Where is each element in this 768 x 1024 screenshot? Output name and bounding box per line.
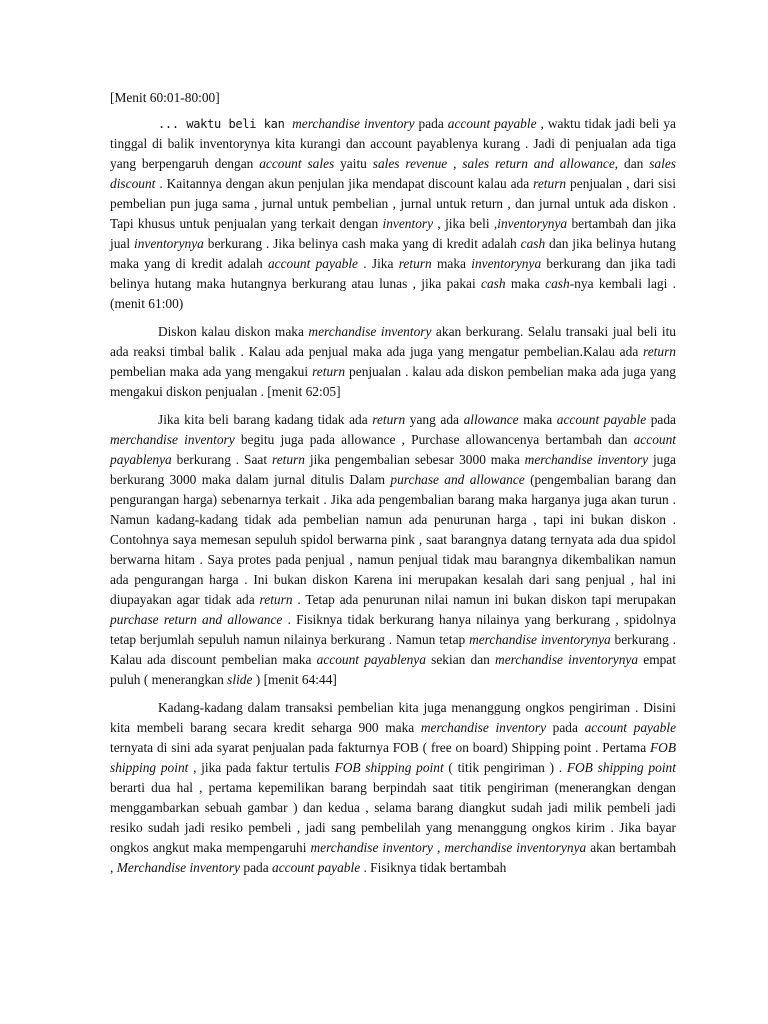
text-run: dan jika belinya hutang maka yang di kredit adalah: [110, 236, 676, 271]
text-run: . Jika: [358, 256, 399, 271]
text-run: akan berkurang. Selalu transaki jual beli itu ada reaksi timbal balik . Kalau ada penjual maka ada juga yang mengatur pembelian.Kalau ada: [110, 324, 677, 359]
text-run: juga berkurang 3000 maka dalam jurnal ditulis Dalam: [110, 452, 677, 487]
italic-term: FOB shipping point: [334, 760, 444, 775]
text-run: Diskon kalau diskon maka: [158, 324, 309, 339]
italic-term: account payable: [584, 720, 677, 735]
text-run: ... waktu beli kan: [158, 117, 293, 131]
italic-term: inventorynya: [471, 256, 542, 271]
italic-term: merchandise inventory: [310, 840, 433, 855]
text-run: , dan: [614, 156, 650, 171]
italic-term: account payable: [272, 860, 361, 875]
italic-term: account payablenya: [110, 432, 676, 467]
text-run: penjualan . kalau ada diskon pembelian maka ada juga yang mengakui diskon penjualan . [menit 62:05]: [110, 364, 676, 399]
text-run: yang ada: [405, 412, 464, 427]
text-run: . Fisiknya tidak berkurang hanya nilainya yang berkurang , spidolnya tetap berjumlah sepuluh namun nilainya berkurang . Namun tetap: [110, 612, 676, 647]
text-run: berarti dua hal , pertama kepemilikan barang berpindah saat titik pengiriman (menerangkan dengan menggambarkan sebuah gambar ) dan kedua , selama barang diangkut sudah jadi milik pembeli jadi resiko sudah jadi resiko pembeli , jadi sang pembelilah yang menanggung ongkos kirim . Jika bayar ongkos angkut maka mempengaruhi: [110, 780, 676, 855]
text-run: (pengembalian barang dan pengurangan harga) sebenarnya terkait . Jika ada pengembalian barang maka harganya juga akan turun . Namun kadang-kadang tidak ada pembelian namun ada penurunan harga , tapi ini bukan diskon . Contohnya saya memesan sepuluh spidol berwarna pink , saat barangnya datang ternyata ada dua spidol berwarna hitam . Saya protes pada penjual , namun penjual tidak mau barangnya dikembalikan namun ada pengurangan harga . Ini bukan diskon Karena ini merupakan kesalah dari sang penjual , hal ini diupayakan agar tidak ada: [110, 472, 677, 607]
italic-term: allowance: [463, 412, 519, 427]
text-run: pada: [646, 412, 676, 427]
text-run: berkurang . Saat: [171, 452, 272, 467]
italic-term: Merchandise inventory: [116, 860, 241, 875]
text-run: begitu juga pada allowance , Purchase allowancenya bertambah dan: [234, 432, 634, 447]
italic-term: return: [533, 176, 567, 191]
text-run: penjualan , dari sisi pembelian pun juga sama , jurnal untuk pembelian , jurnal untuk return , dan jurnal untuk ada diskon . Tapi khusus untuk penjualan yang terkait dengan: [110, 176, 676, 231]
text-run: Jika kita beli barang kadang tidak ada: [158, 412, 373, 427]
text-run: pada: [240, 860, 273, 875]
italic-term: cash: [545, 276, 570, 291]
italic-term: return: [271, 452, 305, 467]
italic-term: purchase and allowance: [390, 472, 525, 487]
paragraph: [110, 698, 676, 878]
italic-term: account payable: [267, 256, 358, 271]
italic-term: return: [372, 412, 406, 427]
italic-term: account payable: [556, 412, 647, 427]
italic-term: merchandise inventorynya: [495, 652, 639, 667]
italic-term: account payablenya: [316, 652, 426, 667]
italic-term: slide: [227, 672, 253, 687]
text-run: ) [menit 64:44]: [252, 672, 337, 687]
text-run: maka: [505, 276, 546, 291]
italic-term: return: [398, 256, 432, 271]
text-run: pada: [414, 116, 448, 131]
italic-term: purchase return and allowance: [110, 612, 283, 627]
italic-term: cash: [520, 236, 546, 251]
text-run: sekian dan: [425, 652, 496, 667]
italic-term: return: [643, 344, 676, 359]
text-run: pembelian maka ada yang mengakui: [110, 364, 313, 379]
text-run: ( titik pengiriman ) .: [443, 760, 567, 775]
italic-term: return: [312, 364, 346, 379]
text-run: . Kaitannya dengan akun penjulan jika mendapat discount kalau ada: [155, 176, 534, 191]
section-heading: [Menit 60:01-80:00]: [110, 90, 220, 105]
text-run: berkurang dan jika tadi belinya hutang maka hutangnya berkurang atau lunas , jika pakai: [110, 256, 676, 291]
italic-term: merchandise inventorynya: [444, 840, 587, 855]
italic-term: merchandise inventorynya: [469, 632, 611, 647]
paragraph: [110, 322, 676, 402]
text-run: maka: [518, 412, 557, 427]
italic-term: merchandise inventory: [110, 432, 235, 447]
text-run: ternyata di sini ada syarat penjualan pada fakturnya FOB ( free on board) Shipping point . Pertama: [110, 740, 650, 755]
text-run: bertambah dan jika jual: [110, 216, 677, 251]
text-run: , jika pada faktur tertulis: [188, 760, 335, 775]
document-body: [110, 114, 676, 878]
text-run: jika pengembalian sebesar 3000 maka: [304, 452, 525, 467]
text-run: -nya kembali lagi . (menit 61:00): [110, 276, 676, 311]
italic-term: account payable: [447, 116, 537, 131]
italic-term: sales discount: [110, 156, 676, 191]
text-run: , waktu tidak jadi beli ya tinggal di balik inventorynya kita kurangi dan account payablenya kurang . Jadi di penjualan ada tiga yang berpengaruh dengan: [110, 116, 677, 171]
italic-term: sales return and allowance: [462, 156, 615, 171]
text-run: akan bertambah ,: [110, 840, 677, 875]
italic-term: merchandise inventory: [420, 720, 547, 735]
italic-term: sales revenue: [372, 156, 448, 171]
italic-term: inventorynya: [497, 216, 568, 231]
text-run: pada: [546, 720, 585, 735]
italic-term: FOB shipping point: [566, 760, 676, 775]
italic-term: FOB shipping point: [110, 740, 676, 775]
text-run: maka: [431, 256, 472, 271]
italic-term: account sales: [259, 156, 335, 171]
text-run: berkurang . Jika belinya cash maka yang di kredit adalah: [203, 236, 521, 251]
text-run: Kadang-kadang dalam transaksi pembelian kita juga menanggung ongkos pengiriman . Disini kita membeli barang secara kredit seharga 900 maka: [110, 700, 676, 735]
italic-term: return: [259, 592, 293, 607]
italic-term: inventorynya: [133, 236, 204, 251]
text-run: . Tetap ada penurunan nilai namun ini bukan diskon tapi merupakan: [292, 592, 676, 607]
text-run: ,: [433, 840, 445, 855]
italic-term: inventory: [382, 216, 434, 231]
italic-term: merchandise inventory: [308, 324, 432, 339]
text-run: empat puluh ( menerangkan: [110, 652, 676, 687]
italic-term: cash: [481, 276, 506, 291]
paragraph: [110, 114, 676, 314]
text-run: ,: [447, 156, 463, 171]
text-run: yaitu: [334, 156, 373, 171]
text-run: berkurang . Kalau ada discount pembelian maka: [110, 632, 676, 667]
paragraph: [110, 410, 676, 690]
italic-term: merchandise inventory: [292, 116, 415, 131]
text-run: . Fisiknya tidak bertambah: [360, 860, 507, 875]
italic-term: merchandise inventory: [524, 452, 649, 467]
text-run: , jika beli ,: [433, 216, 498, 231]
